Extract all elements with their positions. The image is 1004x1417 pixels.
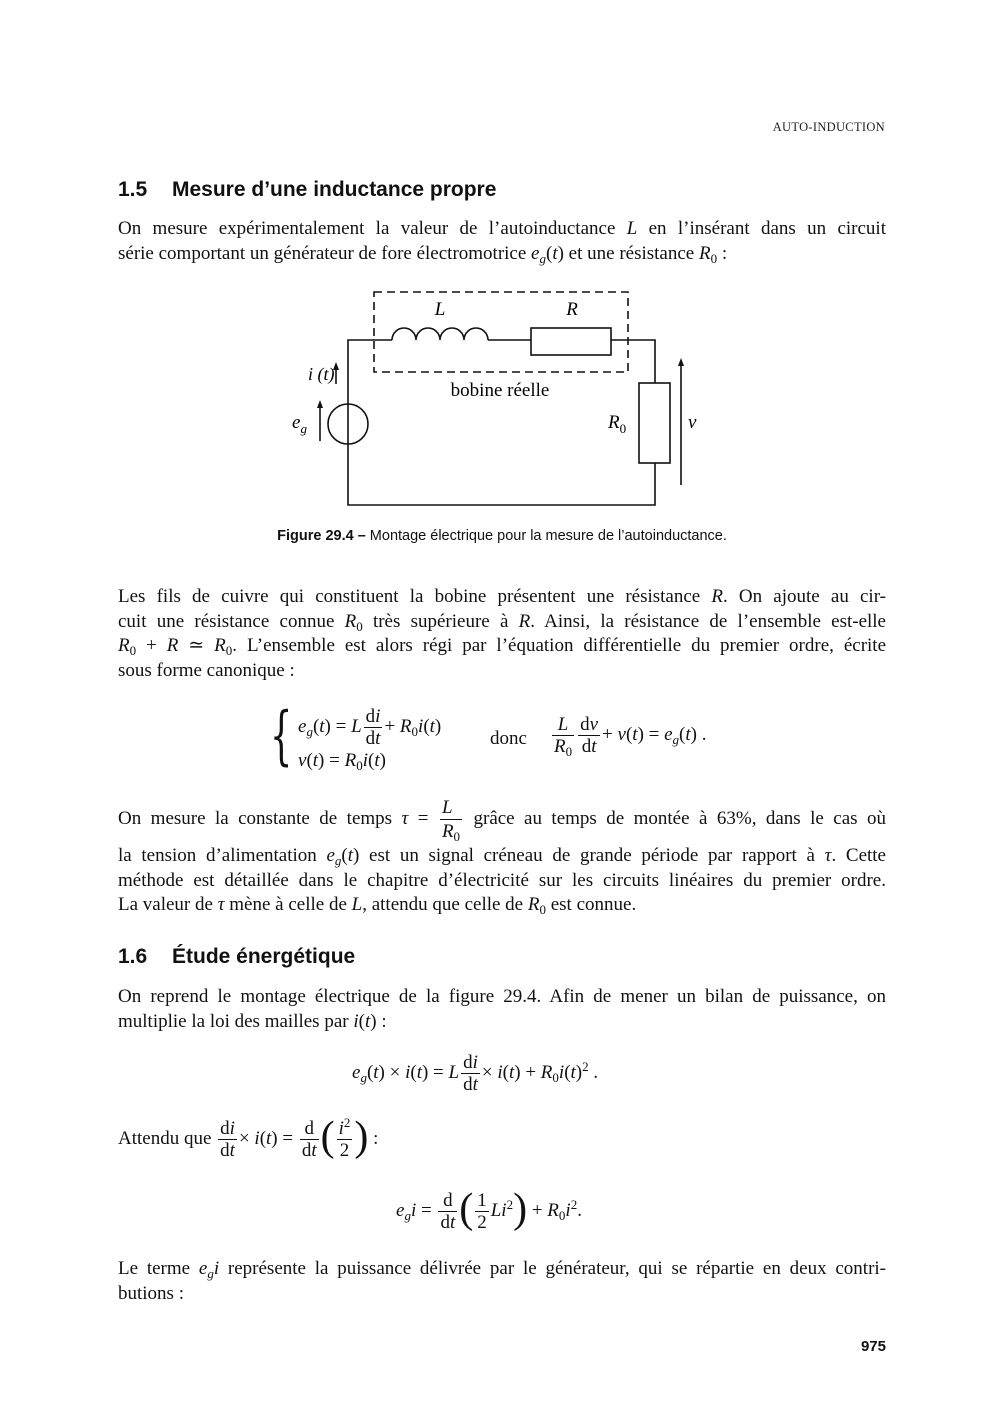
wire-bottom [348,444,655,505]
paragraph-energy-intro: On reprend le montage électrique de la figure 29.4. Afin de mener un bilan de puissance, on multiplie la loi des mailles par i(t) : [118,986,886,1032]
label-current: i (t) [308,364,335,384]
section-title: Étude énergétique [172,945,356,968]
resistor-r [531,328,611,355]
paragraph-resistance: Les fils de cuivre qui constituent la bobine présentent une résistance R. On ajoute au cir- cuit une résistance connue $R_0$ très supérieure à R. Ainsi, la résistance de l’ensemble est-elle $R_0 + R$ ≃ $R_0$. L’ensemble est alors régi par l’équation différentielle du premier ordre, écrite sous forme canonique : [118,586,887,681]
energy-equation: $e_gi$ = $\frac{d}{dt}$ ( $\frac{1}{2}$ $Li^2) + R_0i^2$. [396,1185,582,1233]
section-title: Mesure d’une inductance propre [172,178,497,201]
power-equation: $e_g(t) \times i(t) = L$ $\frac{di}{dt}$ × $i(t) + R_0i(t)^2$ . [352,1052,599,1095]
section-number: 1.6 [118,945,148,968]
section-number: 1.5 [118,178,148,201]
resistor-r0 [639,383,670,463]
label-coil: bobine réelle [450,380,550,401]
document-page: AUTO-INDUCTION 1.5 Mesure d’une inductance propre On mesure expérimentalement la valeur de l’autoinductance L en l’insérant dans un circuit série comportant un générateur de fore électromotrice $e_g(t)$ et une résistance $R_0$ : L R i (t) bobine réelle $e_g$ $R_0$ v Figure 29.4 – Montage électrique pour la mesure de l’autoinductance. Les fils de cuivre qui constituent la bobine présentent une résistance R. On ajoute au cir- cuit une résistance connue $R_0$ très supérieure à R. Ainsi, la résistance de l’ensemble est-elle $R_0 + R$ ≃ $R_0$. L’ensemble est alors régi par l’équation différentielle du premier ordre, écrite sous forme canonique : { $e_g(t) = L$ $\frac{di}{dt}$ + $R_0i(t)$ $v(t) = R_0i(t)$ donc $\frac{L}{R_0}$ $\frac{dv}{dt}$ + $v(t) = e_g(t)$ . On mesure la constante de temps τ = $\frac{L}{R_0}$ grâce au temps de montée à 63%, dans le cas où la tension d’alimentation $e_g(t)$ est un signal créneau de grande période par rapport à τ. Cette méthode est détaillée dans le chapitre d’électricité sur les circuits linéaires du premier ordre. La valeur de τ mène à celle de L, attendu que celle de $R_0$ est connue. 1.6 Étude énergétique On reprend le montage électrique de la figure 29.4. Afin de mener un bilan de puissance, on multiplie la loi des mailles par i(t) : $e_g(t) \times i(t) = L$ $\frac{di}{dt}$ × $i(t) + R_0i(t)^2$ . Attendu que $\frac{di}{dt}$ × i(t) = $\frac{d}{dt}$ ( $\frac{i^2}{2}$ ) : $e_gi$ = $\frac{d}{dt}$ ( $\frac{1}{2}$ $Li^2) + R_0i^2$. Le terme $e_gi$ représente la puissance délivrée par le générateur, qui se répartie en deux contri- butions : 975 [0,0,1004,1417]
running-title: AUTO-INDUCTION [772,120,885,134]
identity-equation: Attendu que $\frac{di}{dt}$ × i(t) = $\frac{d}{dt}$ ( $\frac{i^2}{2}$ ) : [118,1113,379,1161]
wire-right-top [611,340,655,383]
connector-word: donc [490,728,527,749]
label-generator: $e_g$ [292,412,307,436]
label-resistor: R [566,299,578,320]
inductor-coil [392,328,488,340]
circuit-diagram [0,0,1004,520]
label-inductor: L [434,299,446,320]
label-voltage: v [688,412,697,433]
page-number: 975 [860,1338,886,1355]
section-heading-1-6 [118,945,355,969]
intro-paragraph: On mesure expérimentalement la valeur de l’autoinductance L en l’insérant dans un circuit série comportant un générateur de fore électromotrice $e_g(t)$ et une résistance $R_0$ : [118,218,886,266]
paragraph-time-constant: On mesure la constante de temps τ = $\frac{L}{R_0}$ grâce au temps de montée à 63%, dans le cas où la tension d’alimentation $e_g(t)$ est un signal créneau de grande période par rapport à τ. Cette méthode est détaillée dans le chapitre d’électricité sur les circuits linéaires du premier ordre. La valeur de τ mène à celle de L, attendu que celle de $R_0$ est connue. [118,797,886,917]
label-load: $R_0$ [608,412,627,436]
paragraph-power-terms: Le terme $e_gi$ représente la puissance délivrée par le générateur, qui se répartie en deux contri- butions : [118,1258,887,1304]
figure-caption: Figure 29.4 – Montage électrique pour la mesure de l’autoinductance. [277,528,727,544]
